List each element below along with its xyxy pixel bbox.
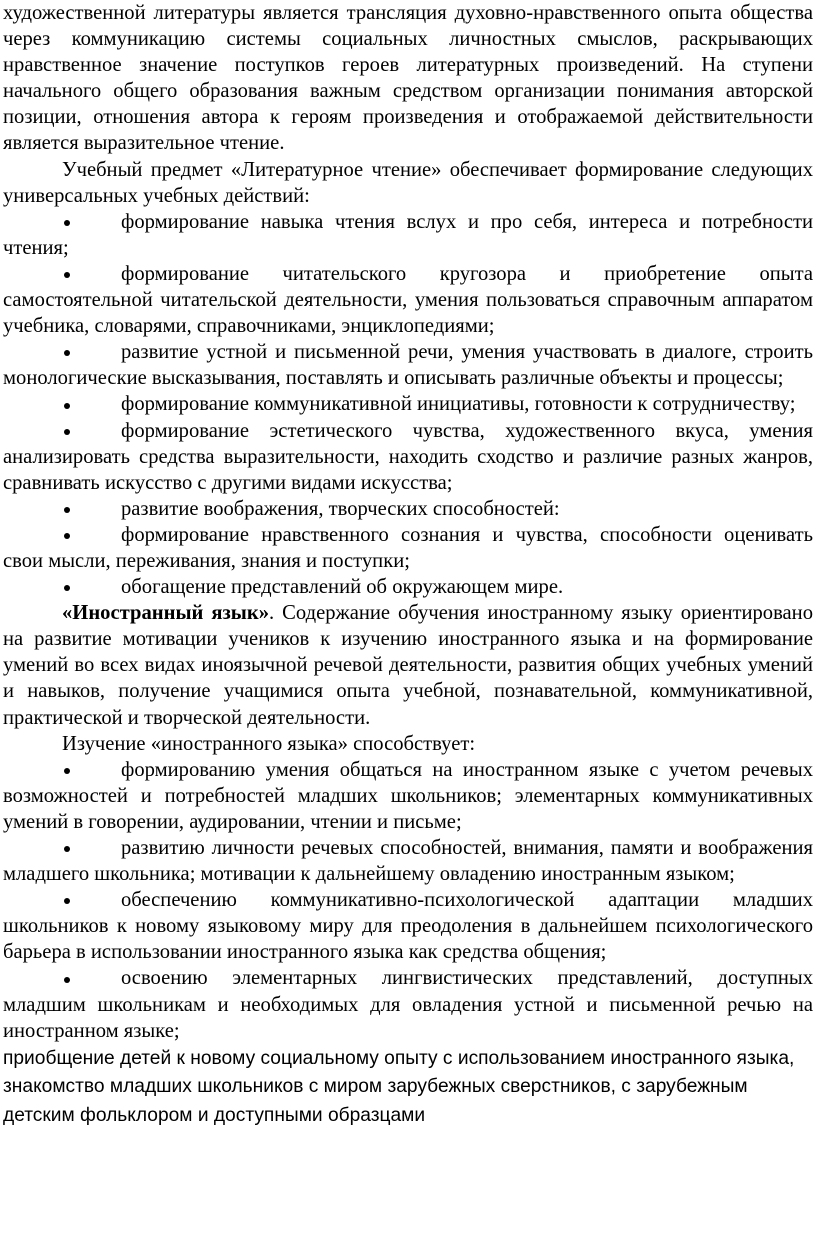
list-item: формирование нравственного сознания и чувства, способности оценивать свои мысли, переживания, знания и поступки; <box>3 523 813 572</box>
foreign-list <box>3 757 813 1044</box>
tail-paragraph: приобщение детей к новому социальному опыту с использованием иностранного языка, знакомство младших школьников с миром зарубежных сверстников, с зарубежным детским фольклором и доступными образцами <box>3 1047 795 1126</box>
list-item: обогащение представлений об окружающем мире. <box>3 574 813 600</box>
reading-list <box>3 209 813 600</box>
list-item: формированию умения общаться на иностранном языке с учетом речевых возможностей и потребностей младших школьников; элементарных коммуникативных умений в говорении, аудировании, чтении и письме; <box>3 758 813 833</box>
bullet-icon <box>62 887 121 913</box>
foreign-language-title: «Иностранный язык» <box>62 602 270 625</box>
bullet-icon <box>62 496 121 522</box>
list-item: развитие устной и письменной речи, умения участвовать в диалоге, строить монологические высказывания, поставлять и описывать различные объекты и процессы; <box>3 341 813 390</box>
reading-lead: Учебный предмет «Литературное чтение» обеспечивает формирование следующих универсальных учебных действий: <box>3 158 813 207</box>
bullet-icon <box>62 835 121 861</box>
bullet-icon <box>62 391 121 417</box>
bullet-icon <box>62 574 121 600</box>
list-item: формирование эстетического чувства, художественного вкуса, умения анализировать средства выразительности, находить сходство и различие разных жанров, сравнивать искусство с другими видами искусства; <box>3 419 813 494</box>
list-item: формирование навыка чтения вслух и про себя, интереса и потребности чтения; <box>3 210 813 259</box>
bullet-icon <box>62 418 121 444</box>
list-item: формирование коммуникативной инициативы, готовности к сотрудничеству; <box>3 391 813 417</box>
list-item: обеспечению коммуникативно-психологической адаптации младших школьников к новому языковому миру для преодоления в дальнейшем психологического барьера в использовании иностранного языка как средства общения; <box>3 889 813 964</box>
bullet-icon <box>62 261 121 287</box>
intro-paragraph: художественной литературы является трансляция духовно-нравственного опыта общества через коммуникацию системы социальных личностных смыслов, раскрывающих нравственное значение поступков героев литературных произведений. На ступени начального общего образования важным средством организации понимания авторской позиции, отношения автора к героям произведения и отображаемой действительности является выразительное чтение. <box>3 2 813 155</box>
bullet-icon <box>62 965 121 991</box>
list-item: формирование читательского кругозора и приобретение опыта самостоятельной читательской деятельности, умения пользоваться справочным аппаратом учебника, словарями, справочниками, энциклопедиями; <box>3 262 813 338</box>
foreign-lead: Изучение «иностранного языка» способствует: <box>62 732 476 755</box>
bullet-icon <box>62 339 121 365</box>
list-item: развитию личности речевых способностей, внимания, памяти и воображения младшего школьника; мотивации к дальнейшему овладению иностранным языком; <box>3 837 813 886</box>
foreign-language-paragraph <box>3 600 813 730</box>
bullet-icon <box>62 522 121 548</box>
bullet-icon <box>62 209 121 235</box>
list-item: освоению элементарных лингвистических представлений, доступных младшим школьникам и необходимых для овладения устной и письменной речью на иностранном языке; <box>3 967 813 1042</box>
bullet-icon <box>62 757 121 783</box>
foreign-language-text: . Содержание обучения иностранному языку ориентировано на развитие мотивации учеников к изучению иностранного языка и на формирование умений во всех видах иноязычной речевой деятельности, развития общих учебных умений и навыков, получение учащимися опыта учебной, познавательной, коммуникативной, практической и творческой деятельности. <box>3 602 813 729</box>
list-item: развитие воображения, творческих способностей: <box>3 496 813 522</box>
